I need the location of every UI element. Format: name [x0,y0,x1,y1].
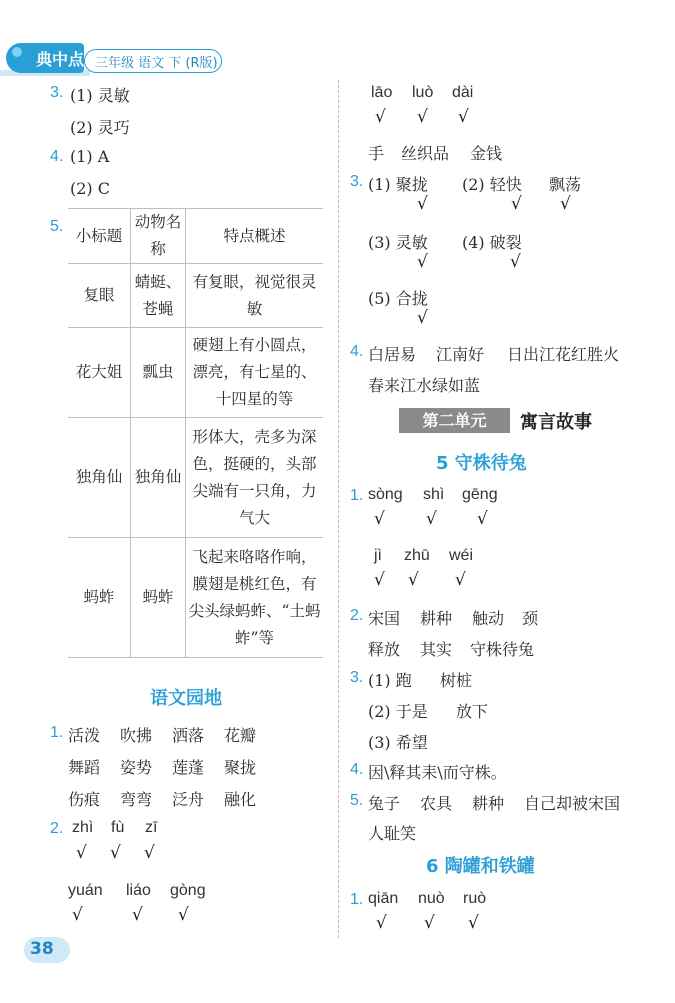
check-mark: √ [417,308,428,328]
check-mark: √ [477,509,488,529]
check-mark: √ [110,843,121,863]
check-mark: √ [376,913,387,933]
answer-word: (1) 跑 [368,671,412,690]
pinyin: liáo [126,882,151,899]
table-cell: 硬翅上有小圆点，漂亮，有七星的、十四星的等 [186,328,324,418]
answer-word: 其实 [420,640,453,659]
pinyin: wéi [449,547,474,564]
pinyin: ruò [463,890,487,907]
table-cell: 蚂蚱 [68,538,131,658]
check-mark: √ [72,905,83,925]
garden-q1-word: 莲蓬 [172,758,205,777]
check-mark: √ [426,509,437,529]
book-label: 三年级 语文 下 (R版) [95,56,218,71]
table-header-cell: 特点概述 [186,209,324,264]
book-label-pill [84,49,222,73]
answer-line: (3) 希望 [368,733,428,752]
garden-q1-word: 花瓣 [224,726,257,745]
check-mark: √ [76,843,87,863]
logo-text: 典中点 [36,50,85,69]
pinyin: zhū [404,547,430,564]
answer-word: 日出江花红胜火 [507,345,620,364]
l5-q1-number: 1. [350,487,364,504]
pinyin: nuò [418,890,445,907]
check-mark: √ [417,194,428,214]
check-mark: √ [511,194,522,214]
table-cell: 复眼 [68,264,131,328]
table-row [68,538,323,658]
table-row [68,418,323,538]
left-q4-number: 4. [50,148,64,165]
check-mark: √ [408,570,419,590]
pinyin: gòng [170,882,206,899]
check-mark: √ [417,107,428,127]
pinyin: jì [374,547,382,564]
answer-word: 自己却被宋国 [524,794,621,813]
table-cell: 飞起来咯咯作响，膜翅是桃红色，有尖头绿蚂蚱、“土蚂蚱”等 [186,538,324,658]
check-mark: √ [424,913,435,933]
answer-word: 江南好 [436,345,485,364]
answer-line: 人耻笑 [368,824,417,843]
section-title-garden: 语文园地 [150,688,222,709]
pinyin: sòng [368,486,403,503]
table-row [68,328,323,418]
table-cell: 蚂蚱 [131,538,186,658]
l5-q4-number: 4. [350,761,364,778]
pinyin: qiān [368,890,399,907]
pinyin: lāo [371,84,393,101]
table-cell: 有复眼，视觉很灵敏 [186,264,324,328]
check-mark: √ [178,905,189,925]
lesson6-title: 6 陶罐和铁罐 [426,856,535,877]
table-row [68,264,323,328]
right-q3-a2: (2) 轻快 [462,175,522,194]
answer-word: 触动 [472,609,505,628]
answer-word: 兔子 [368,794,401,813]
check-mark: √ [458,107,469,127]
garden-q1-word: 聚拢 [224,758,257,777]
garden-q1-word: 伤痕 [68,790,101,809]
table-cell: 蜻蜓、苍蝇 [131,264,186,328]
l5-q3-number: 3. [350,669,364,686]
answer-word: 白居易 [368,345,417,364]
check-mark: √ [375,107,386,127]
pinyin: fù [111,819,125,836]
table-cell: 形体大，壳多为深色，挺硬的，头部尖端有一只角，力气大 [186,418,324,538]
garden-q1-word: 融化 [224,790,257,809]
l5-q5-number: 5. [350,792,364,809]
table-cell: 瓢虫 [131,328,186,418]
right-q3-a5: (5) 合拢 [368,289,428,308]
page-number: 38 [30,939,54,959]
table-cell: 独角仙 [131,418,186,538]
garden-q2-number: 2. [50,820,64,837]
table-cell: 花大姐 [68,328,131,418]
check-mark: √ [417,252,428,272]
left-q5-number: 5. [50,218,64,235]
l6-q1-number: 1. [350,891,364,908]
garden-q1-word: 泛舟 [172,790,205,809]
garden-q1-word: 姿势 [120,758,153,777]
answer-word: 丝织品 [401,144,450,163]
answer-word: 耕种 [420,609,453,628]
answer-word: 树桩 [440,671,473,690]
check-mark: √ [144,843,155,863]
answer-word: 颈 [522,609,539,628]
garden-q1-word: 舞蹈 [68,758,101,777]
right-q3-a2b: 飘荡 [549,175,582,194]
answer-word: 放下 [456,702,489,721]
answer-line: 春来江水绿如蓝 [368,376,481,395]
pinyin: luò [412,84,434,101]
answer-word: 耕种 [472,794,505,813]
check-mark: √ [510,252,521,272]
check-mark: √ [560,194,571,214]
brand-logo [6,43,84,73]
check-mark: √ [374,509,385,529]
table-header-cell: 小标题 [68,209,131,264]
left-q3-line1: (1) 灵敏 [70,86,130,105]
logo-dot-icon [12,47,22,57]
answer-word: 金钱 [470,144,503,163]
pinyin: shì [423,486,445,503]
right-q3-a3: (3) 灵敏 [368,233,428,252]
column-divider [338,80,339,938]
pinyin: dài [452,84,474,101]
right-q3-number: 3. [350,173,364,190]
pinyin: zhì [72,819,94,836]
check-mark: √ [455,570,466,590]
answer-word: 释放 [368,640,401,659]
animal-features-table [68,208,323,658]
answer-word: 宋国 [368,609,401,628]
answer-word: (2) 于是 [368,702,428,721]
answer-word: 农具 [420,794,453,813]
answer-line: 因\释其耒\而守株。 [368,763,507,782]
lesson5-title: 5 守株待兔 [436,453,527,474]
answer-word: 手 [368,144,385,163]
left-q3-line2: (2) 灵巧 [70,118,130,137]
check-mark: √ [132,905,143,925]
unit-title: 寓言故事 [520,412,592,433]
check-mark: √ [374,570,385,590]
table-header-cell: 动物名称 [131,209,186,264]
pinyin: yuán [68,882,103,899]
left-q4-line1: (1) A [70,147,110,166]
garden-q1-word: 洒落 [172,726,205,745]
unit-badge: 第二单元 [399,408,510,433]
right-q4-number: 4. [350,343,364,360]
pinyin: gēng [462,486,498,503]
pinyin: zī [145,819,158,836]
answer-word: 守株待兔 [470,640,535,659]
table-cell: 独角仙 [68,418,131,538]
garden-q1-word: 吹拂 [120,726,153,745]
right-q3-a1: (1) 聚拢 [368,175,428,194]
garden-q1-word: 活泼 [68,726,101,745]
right-q3-a4: (4) 破裂 [462,233,522,252]
l5-q2-number: 2. [350,607,364,624]
left-q3-number: 3. [50,84,64,101]
garden-q1-number: 1. [50,724,64,741]
garden-q1-word: 弯弯 [120,790,153,809]
check-mark: √ [468,913,479,933]
table-header-row [68,209,323,264]
left-q4-line2: (2) C [70,179,110,198]
page-number-badge [24,937,70,963]
